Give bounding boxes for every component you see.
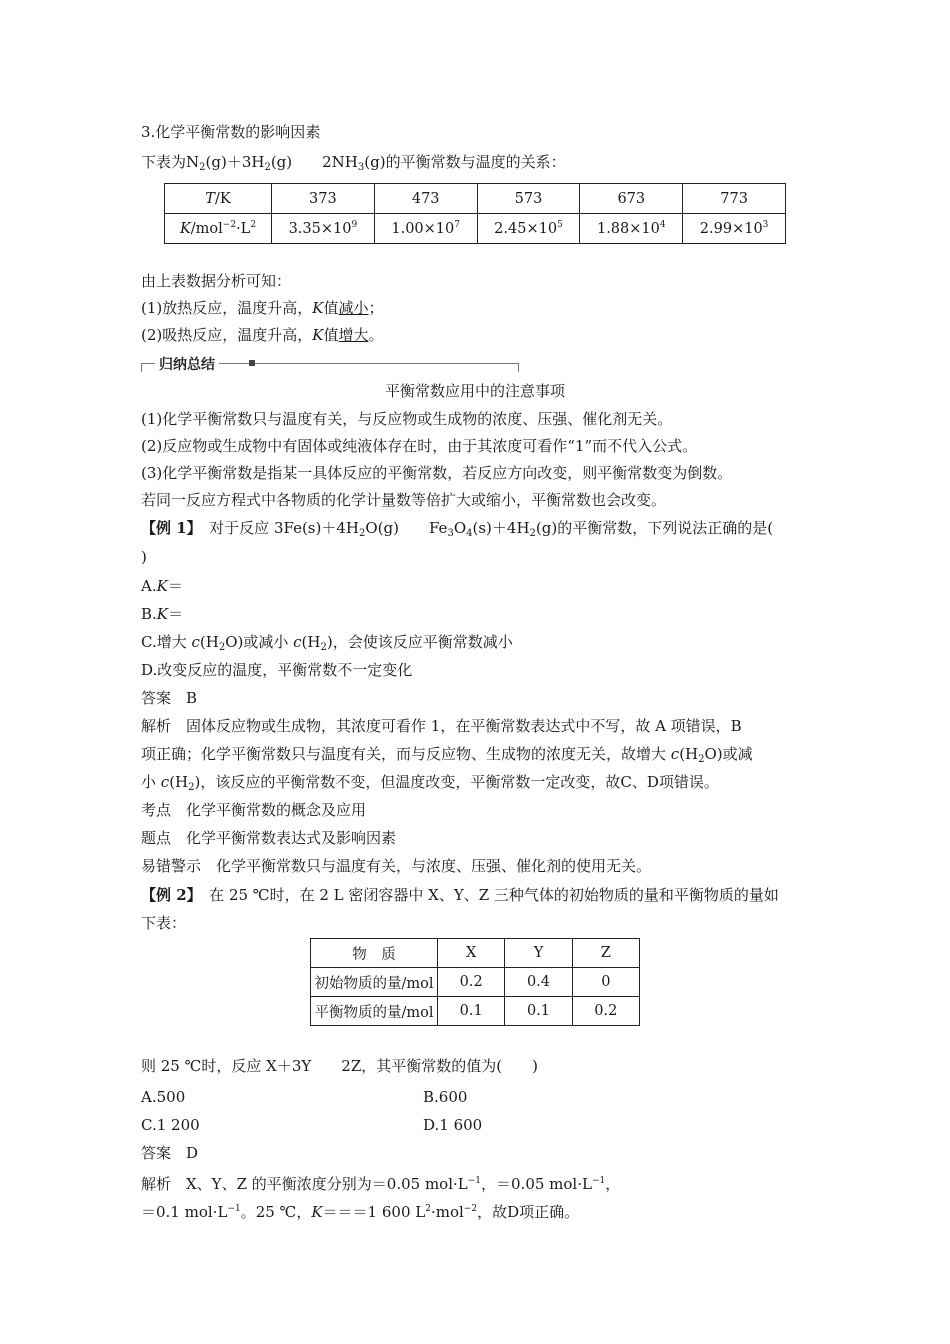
example-1-option-d: D.改变反应的温度，平衡常数不一定变化 — [141, 661, 413, 679]
table-cell: 0 — [572, 968, 639, 997]
example-1-explanation-1: 解析 固体反应物或生成物，其浓度可看作 1，在平衡常数表达式中不写，故 A 项错误，B — [141, 717, 742, 735]
table-cell: $1.88\times 10^4$ — [580, 214, 683, 244]
table-header-cell: 物 质 — [311, 939, 438, 968]
example-1-answer: 答案 B — [141, 689, 198, 707]
substance-table — [310, 938, 640, 1026]
example-1-kaodian: 考点 化学平衡常数的概念及应用 — [141, 801, 367, 819]
summary-title: 平衡常数应用中的注意事项 — [384, 382, 565, 400]
table-cell: 0.4 — [505, 968, 572, 997]
summary-point-2: (2)反应物或生成物中有固体或纯液体存在时，由于其浓度可看作“1”而不代入公式。 — [141, 437, 698, 455]
analysis-item-2: (2)吸热反应，温度升高，K值增大。 — [141, 326, 384, 344]
table-cell: $K/mol^{-2}\cdot L^2$ — [165, 214, 272, 244]
table-cell: $1.00\times 10^7$ — [374, 214, 477, 244]
table-header-cell: X — [438, 939, 505, 968]
summary-point-4: 若同一反应方程式中各物质的化学计量数等倍扩大或缩小，平衡常数也会改变。 — [141, 491, 667, 509]
example-1-explanation-3: 小 $c(H_2)$，该反应的平衡常数不变，但温度改变，平衡常数一定改变，故C、D项错误。 — [141, 773, 719, 793]
example-1-option-b: B.K＝ — [141, 605, 184, 623]
example-2-option-d: D.1 600 — [423, 1116, 483, 1134]
summary-point-1: (1)化学平衡常数只与温度有关，与反应物或生成物的浓度、压强、催化剂无关。 — [141, 410, 673, 428]
example-1-tidian: 题点 化学平衡常数表达式及影响因素 — [141, 829, 397, 847]
table-header-row — [311, 939, 640, 968]
table-cell: 0.1 — [438, 997, 505, 1026]
table-header-cell: 373 — [272, 184, 375, 214]
example-2-answer: 答案 D — [141, 1144, 199, 1162]
analysis-item-1: (1)放热反应，温度升高，K值减小； — [141, 299, 384, 317]
table-row — [311, 968, 640, 997]
table-header-cell: 673 — [580, 184, 683, 214]
example-2-option-a: A.500 — [141, 1088, 186, 1106]
example-1-option-a: A.K＝ — [141, 577, 183, 595]
example-2-option-c: C.1 200 — [141, 1116, 200, 1134]
table-row — [165, 214, 786, 244]
table-header-cell: 773 — [683, 184, 786, 214]
summary-bracket — [141, 354, 519, 372]
example-2-question: 【例 2】 在 25 ℃时，在 2 L 密闭容器中 X、Y、Z 三种气体的初始物质的量和平衡物质的量如 — [141, 886, 779, 904]
table-cell: $2.99\times 10^3$ — [683, 214, 786, 244]
table-header-cell: T/K — [165, 184, 272, 214]
table-cell: 初始物质的量/mol — [311, 968, 438, 997]
example-2-question-cont: 下表： — [141, 914, 187, 932]
analysis-lead: 由上表数据分析可知： — [141, 272, 292, 290]
table-cell: 0.1 — [505, 997, 572, 1026]
table-cell: 0.2 — [438, 968, 505, 997]
section-heading: 3.化学平衡常数的影响因素 — [141, 123, 321, 141]
table-cell: 0.2 — [572, 997, 639, 1026]
table-header-cell: Z — [572, 939, 639, 968]
equilibrium-constant-table — [164, 183, 786, 244]
example-2-option-b: B.600 — [423, 1088, 468, 1106]
table-row — [311, 997, 640, 1026]
example-1-question-end: ) — [141, 548, 147, 566]
example-2-question-2: 则 25 ℃时，反应 X＋3Y 2Z，其平衡常数的值为( ) — [141, 1057, 538, 1075]
summary-tag: 归纳总结 — [155, 354, 219, 374]
example-2-explanation-1: 解析 X、Y、Z 的平衡浓度分别为＝0.05 $mol\cdot L^{-1}$，＝0.05 $mol\cdot L^{-1}$， — [141, 1175, 621, 1193]
table-header-cell: 473 — [374, 184, 477, 214]
example-1-question: 【例 1】 对于反应 $3Fe(s)+4H_2O(g)$ $Fe_3O_4(s)+4H_2(g)$的平衡常数，下列说法正确的是( — [141, 519, 774, 539]
example-1-explanation-2: 项正确；化学平衡常数只与温度有关，而与反应物、生成物的浓度无关，故增大 $c(H_2O)$或减 — [141, 745, 753, 765]
example-2-explanation-2: ＝0.1 $mol\cdot L^{-1}$。25 ℃，K＝＝＝1 600 $L^2\cdot mol^{-2}$，故D项正确。 — [141, 1203, 580, 1221]
example-1-option-c: C.增大 $c(H_2O)$或减小 $c(H_2)$，会使该反应平衡常数减小 — [141, 633, 513, 653]
example-1-warning: 易错警示 化学平衡常数只与温度有关，与浓度、压强、催化剂的使用无关。 — [141, 857, 652, 875]
table-cell: 平衡物质的量/mol — [311, 997, 438, 1026]
table-cell: $3.35\times 10^9$ — [272, 214, 375, 244]
table-cell: $2.45\times 10^5$ — [477, 214, 580, 244]
summary-point-3: (3)化学平衡常数是指某一具体反应的平衡常数，若反应方向改变，则平衡常数变为倒数。 — [141, 464, 733, 482]
table-header-row — [165, 184, 786, 214]
table-header-cell: 573 — [477, 184, 580, 214]
section-intro: 下表为$N_2(g)+3H_2(g)$ $2NH_3(g)$的平衡常数与温度的关系： — [141, 153, 566, 173]
table-header-cell: Y — [505, 939, 572, 968]
